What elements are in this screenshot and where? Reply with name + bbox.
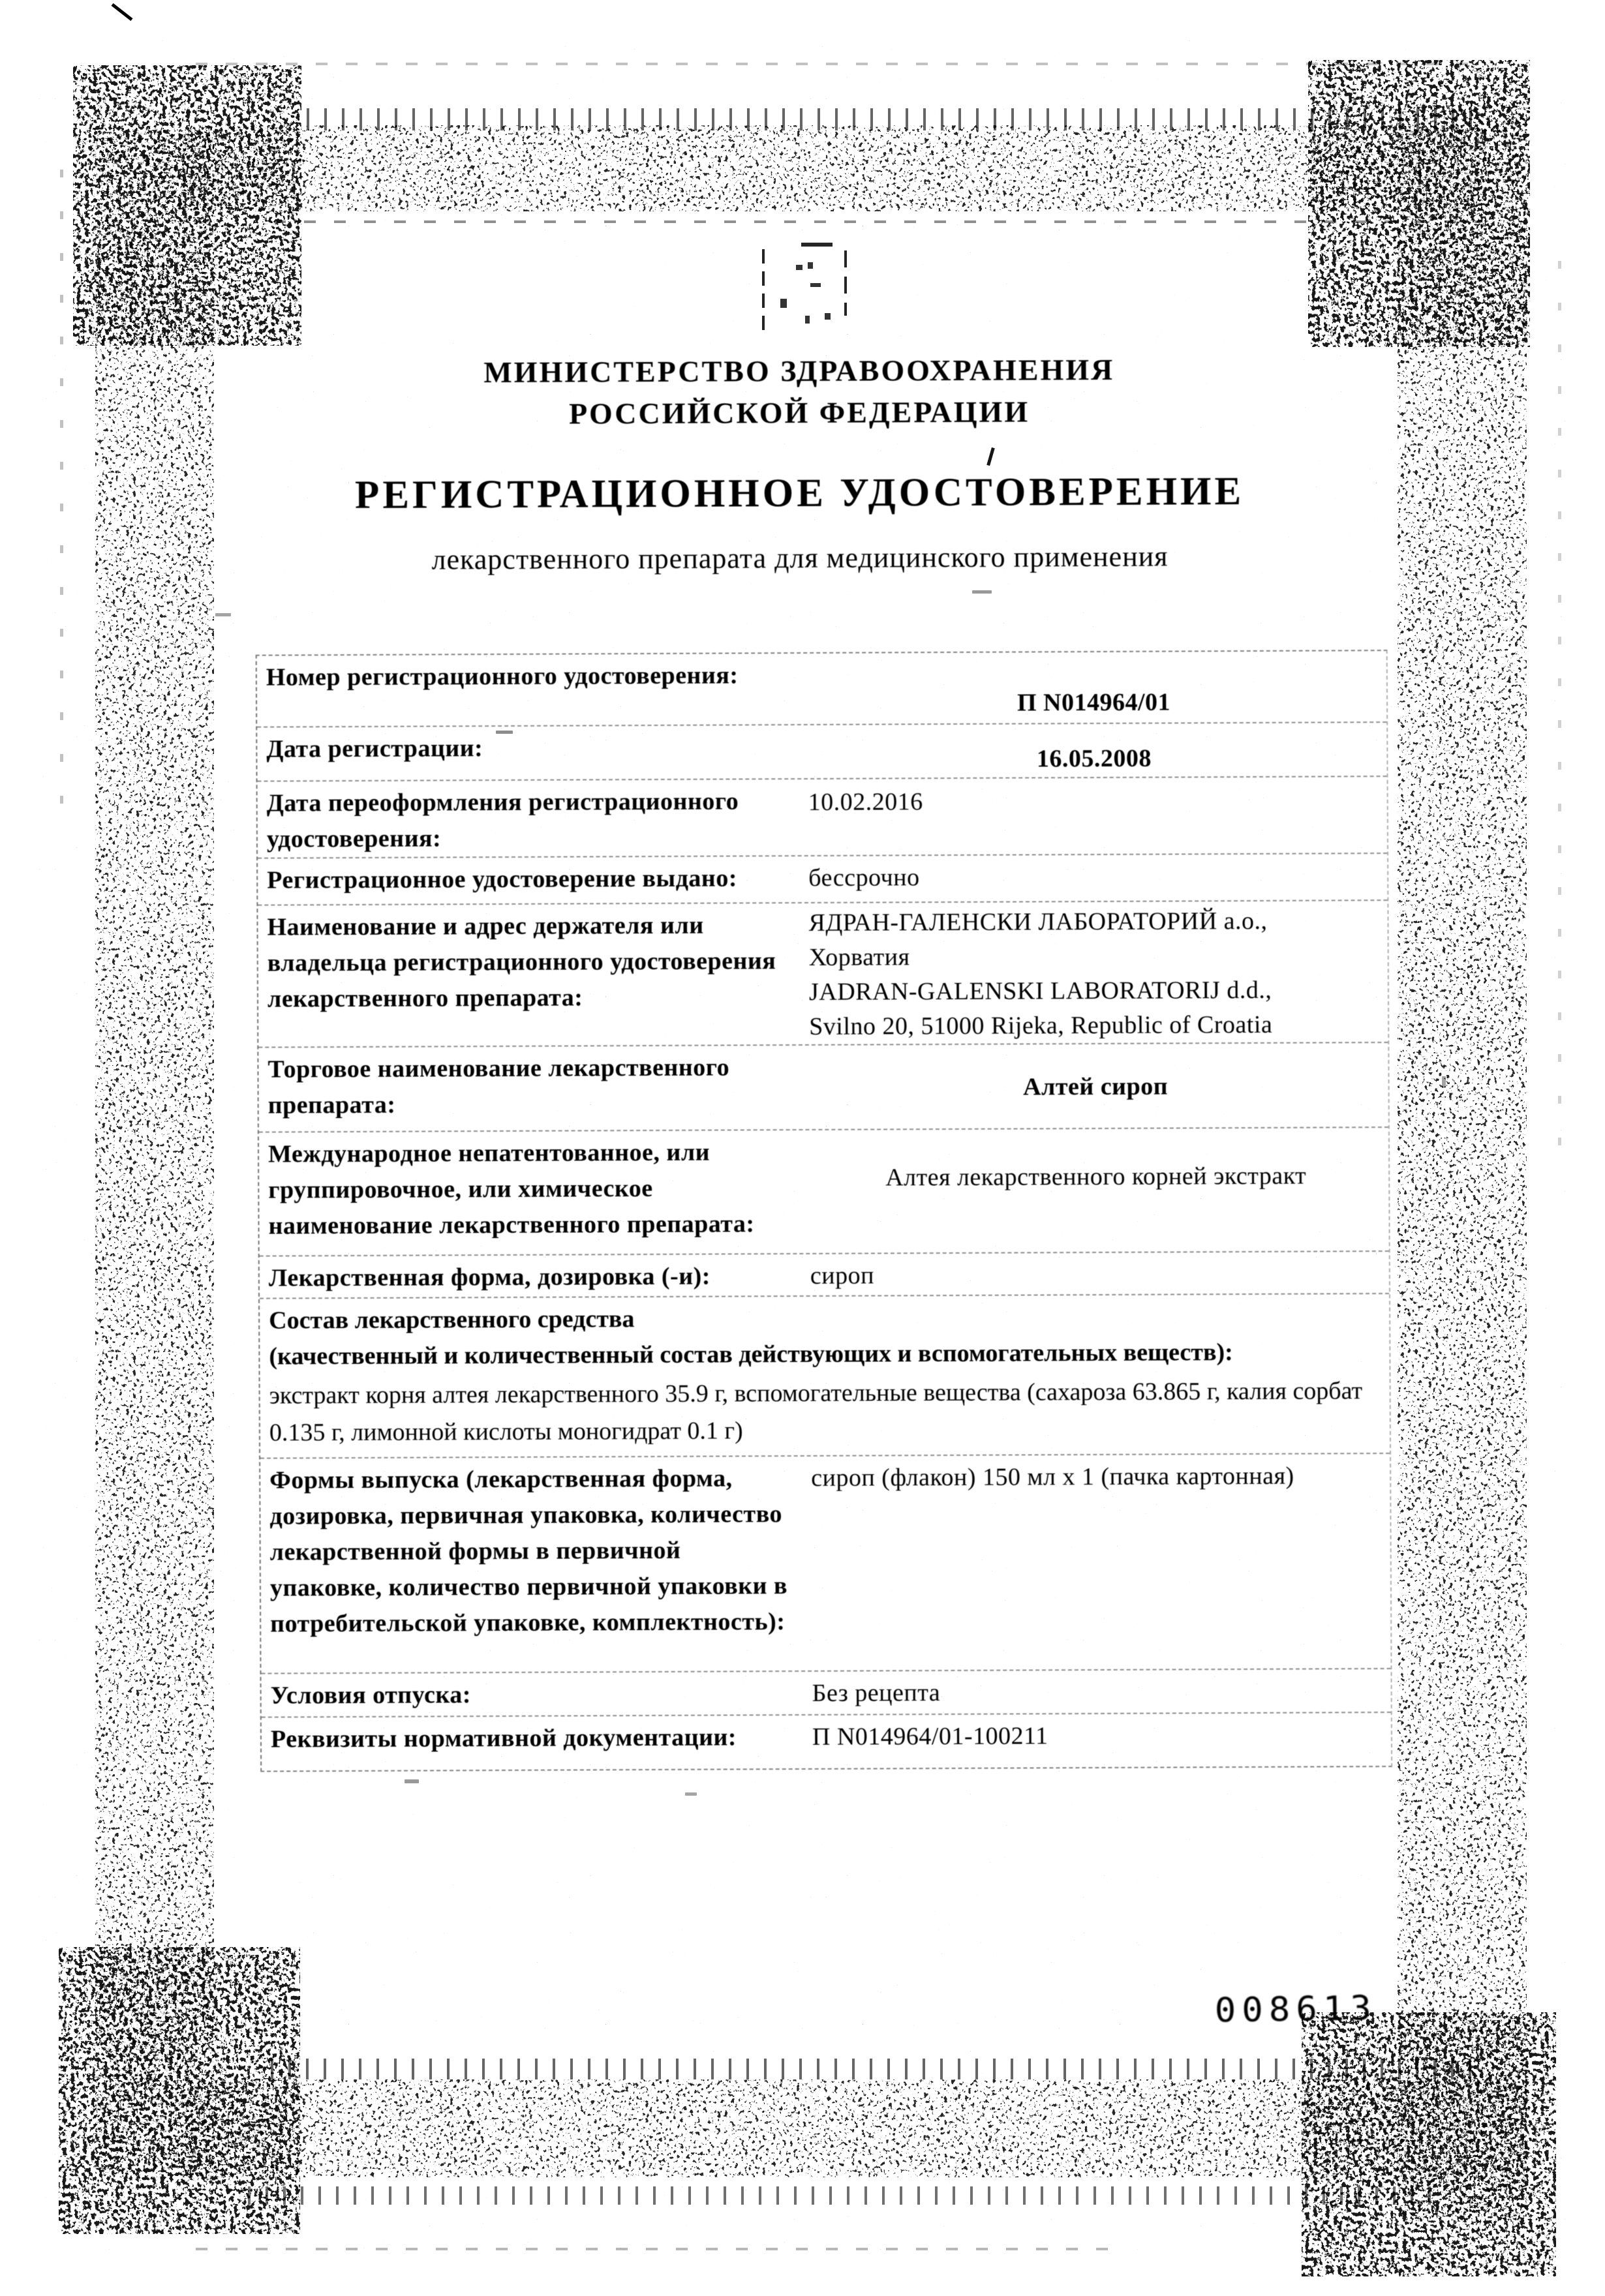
field-label: Номер регистрационного удостоверения: xyxy=(266,661,739,691)
table-row xyxy=(259,1126,1389,1256)
table-row xyxy=(258,853,1387,905)
field-value: сироп (флакон) 150 мл х 1 (пачка картонная) xyxy=(811,1462,1294,1492)
field-label: Лекарственная форма, дозировка (-и): xyxy=(268,1262,711,1292)
field-text: экстракт корня алтея лекарственного 35.9 г, вспомогательные вещества (сахароза 63.865 г, калия сорбат 0.135 г, лимонной кислоты моногидрат 0.1 г) xyxy=(269,1377,1363,1447)
field-value: Без рецепта xyxy=(812,1679,941,1707)
serial-number-stamp: 008613 xyxy=(1214,1988,1378,2031)
field-value: П N014964/01 xyxy=(1016,688,1171,717)
field-label: Дата регистрации: xyxy=(266,734,483,763)
table-row xyxy=(258,776,1387,858)
field-value: 10.02.2016 xyxy=(808,788,923,816)
field-value: Алтея лекарственного корней экстракт xyxy=(885,1162,1307,1192)
ministry-name-line2: РОССИЙСКОЙ ФЕДЕРАЦИИ xyxy=(568,395,1030,430)
table-row xyxy=(260,1453,1390,1673)
field-label: Международное непатентованное, или группировочное, или химическое наименование лекарственного препарата: xyxy=(268,1138,755,1240)
field-value: бессрочно xyxy=(808,864,920,892)
field-value: сироп xyxy=(810,1261,874,1290)
table-row xyxy=(257,651,1386,727)
ministry-name-line1: МИНИСТЕРСТВО ЗДРАВООХРАНЕНИЯ xyxy=(483,352,1115,389)
table-row xyxy=(257,721,1386,781)
field-label: Дата переоформления регистрационного удостоверения: xyxy=(266,787,739,853)
fields-table xyxy=(256,650,1392,1772)
table-row xyxy=(262,1668,1391,1717)
field-label: Формы выпуска (лекарственная форма, дозировка, первичная упаковка, количество лекарственной формы в первичной упаковке, количество первичной упаковки в потребительской упаковке, комплектность): xyxy=(269,1464,788,1638)
field-label: Торговое наименование лекарственного препарата: xyxy=(268,1053,730,1119)
field-label: Наименование и адрес держателя или владельца регистрационного удостоверения лекарственного препарата: xyxy=(267,911,776,1013)
table-row xyxy=(260,1250,1389,1298)
field-label: Регистрационное удостоверение выдано: xyxy=(267,864,738,894)
field-label: Реквизиты нормативной документации: xyxy=(270,1723,737,1753)
certificate-subtitle: лекарственного препарата для медицинского применения xyxy=(431,540,1169,576)
field-label: Состав лекарственного средства xyxy=(269,1305,635,1335)
table-row-composition xyxy=(260,1293,1390,1458)
field-value: 16.05.2008 xyxy=(1036,744,1152,773)
certificate-title: РЕГИСТРАЦИОННОЕ УДОСТОВЕРЕНИЕ xyxy=(354,470,1245,517)
field-value: П N014964/01-100211 xyxy=(812,1722,1048,1751)
field-label: Условия отпуска: xyxy=(270,1681,471,1710)
table-row xyxy=(258,899,1388,1047)
table-row xyxy=(262,1712,1391,1771)
table-row xyxy=(258,1042,1388,1132)
field-note: (качественный и количественный состав действующих и вспомогательных веществ): xyxy=(269,1338,1233,1370)
field-value: ЯДРАН-ГАЛЕНСКИ ЛАБОРАТОРИЙ a.o., Хорватия JADRAN-GALENSKI LABORATORIJ d.d., Svilno 20, 51000 Rijeka, Republic of Croatia xyxy=(808,907,1273,1040)
field-value: Алтей сироп xyxy=(1023,1072,1169,1101)
